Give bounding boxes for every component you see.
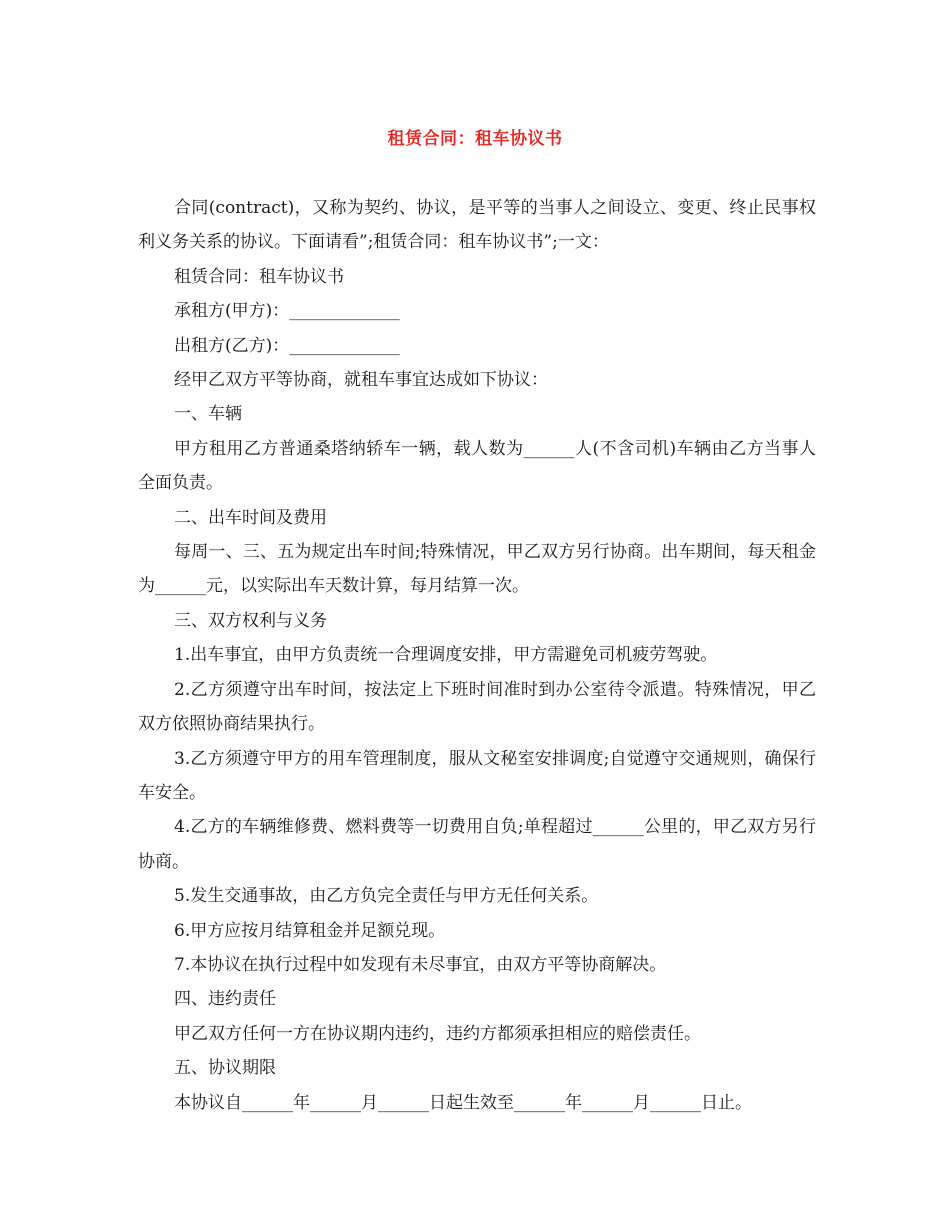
lessor-line: 出租方(乙方)：_____________ <box>174 335 400 356</box>
intro-paragraph: 合同(contract)，又称为契约、协议，是平等的当事人之间设立、变更、终止民事权利义务关系的协议。下面请看”;租赁合同：租车协议书”;一文： <box>138 198 816 253</box>
rights-item-3: 3.乙方须遵守甲方的用车管理制度，服从文秘室安排调度;自觉遵守交通规则，确保行车安全。 <box>138 748 816 803</box>
breach-clause: 甲乙双方任何一方在协议期内违约，违约方都须承担相应的赔偿责任。 <box>174 1023 701 1044</box>
document-title: 租赁合同：租车协议书 <box>387 129 563 149</box>
term-clause: 本协议自______年______月______日起生效至______年______月______日止。 <box>174 1092 752 1113</box>
rights-item-1: 1.出车事宜，由甲方负责统一合理调度安排，甲方需避免司机疲劳驾驶。 <box>174 645 718 666</box>
rights-item-5: 5.发生交通事故，由乙方负完全责任与甲方无任何关系。 <box>174 886 599 907</box>
contract-name-line: 租赁合同：租车协议书 <box>174 266 344 287</box>
section-heading-time-fees: 二、出车时间及费用 <box>174 507 327 528</box>
section-heading-breach: 四、违约责任 <box>174 989 276 1010</box>
rights-item-2: 2.乙方须遵守出车时间，按法定上下班时间准时到办公室待令派遣。特殊情况，甲乙双方依照协商结果执行。 <box>138 679 816 735</box>
rights-item-7: 7.本协议在执行过程中如发现有未尽事宜，由双方平等协商解决。 <box>174 954 667 975</box>
rights-item-4: 4.乙方的车辆维修费、燃料费等一切费用自负;单程超过______公里的，甲乙双方另行协商。 <box>138 817 816 872</box>
agreement-preamble: 经甲乙双方平等协商，就租车事宜达成如下协议： <box>174 370 548 391</box>
rights-item-6: 6.甲方应按月结算租金并足额兑现。 <box>174 920 446 941</box>
time-fees-clause: 每周一、三、五为规定出车时间;特殊情况，甲乙双方另行协商。出车期间，每天租金为______元，以实际出车天数计算，每月结算一次。 <box>138 542 816 597</box>
section-heading-vehicle: 一、车辆 <box>174 404 242 425</box>
vehicle-clause: 甲方租用乙方普通桑塔纳轿车一辆，载人数为______人(不含司机)车辆由乙方当事人全面负责。 <box>138 438 816 494</box>
lessee-line: 承租方(甲方)：_____________ <box>174 301 400 322</box>
document-body <box>138 191 816 1120</box>
section-heading-rights-duties: 三、双方权利与义务 <box>174 610 327 631</box>
section-heading-term: 五、协议期限 <box>174 1058 276 1079</box>
